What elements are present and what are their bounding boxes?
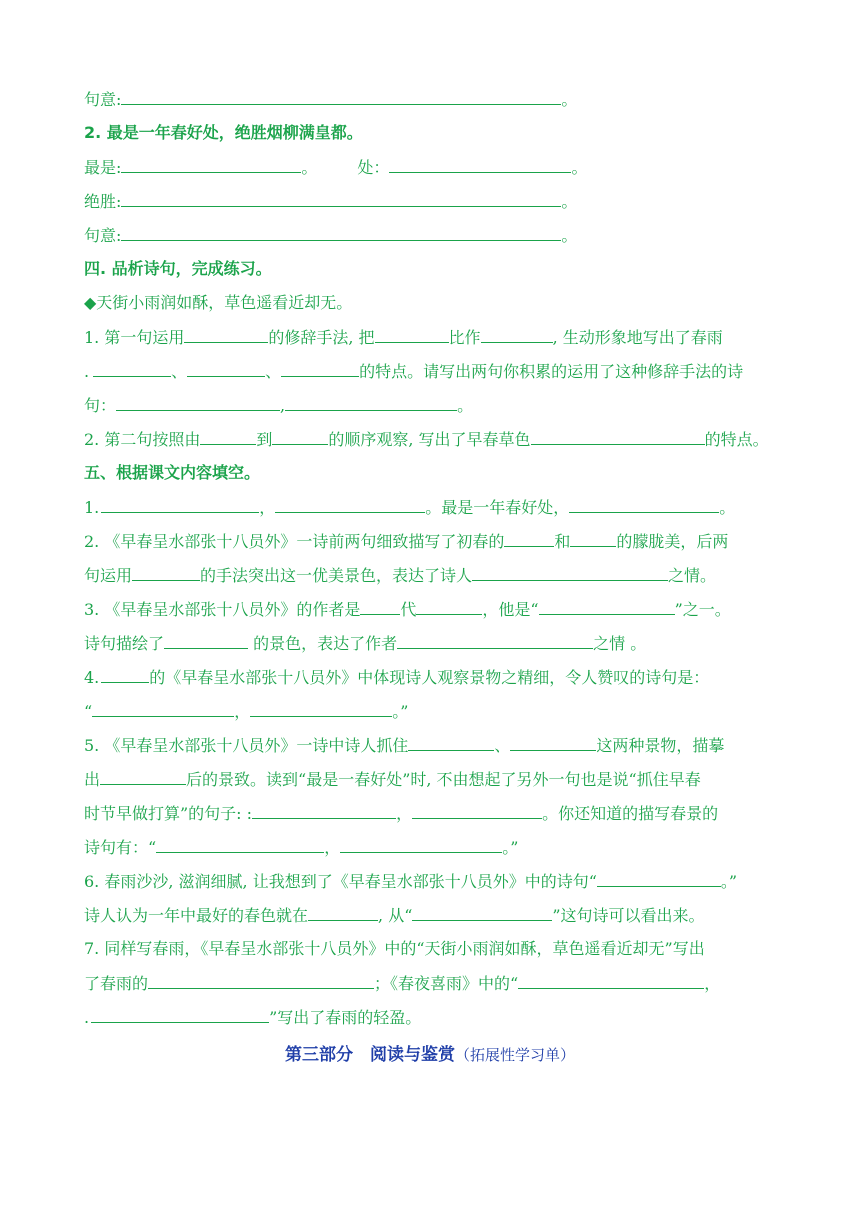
blank[interactable] (250, 700, 392, 717)
blank[interactable] (275, 496, 425, 513)
section-4-heading: 四. 品析诗句，完成练习。 (84, 259, 272, 278)
s5-q4-line-1: 4. 的《早春呈水部张十八员外》中体现诗人观察景物之精细，令人赞叹的诗句是： (84, 668, 710, 687)
blank[interactable] (116, 394, 280, 411)
blank[interactable] (375, 326, 449, 343)
blank[interactable] (397, 632, 593, 649)
part-3-title (0, 1044, 860, 1066)
s5-q5-line-1: 5. 《早春呈水部张十八员外》一诗中诗人抓住 、 这两种景物，描摹 (84, 736, 725, 755)
blank[interactable] (285, 394, 457, 411)
blank[interactable] (569, 496, 719, 513)
blank[interactable] (597, 870, 721, 887)
s5-q1-line: 1. ， 。最是一年春好处， 。 (84, 498, 736, 517)
blank[interactable] (504, 530, 554, 547)
part-3-title-sub: （拓展性学习单） (454, 1046, 575, 1064)
s5-q2-line-1: 2. 《早春呈水部张十八员外》一诗前两句细致描写了初春的 和 的朦胧美，后两 (84, 532, 729, 551)
blank[interactable] (132, 564, 200, 581)
s5-q5-line-4: 诗句有：“ ， 。” (84, 838, 519, 857)
blank[interactable] (570, 530, 616, 547)
blank[interactable] (91, 1006, 269, 1023)
s5-q3-line-1: 3. 《早春呈水部张十八员外》的作者是 代 ，他是“ ”之一。 (84, 600, 731, 619)
blank[interactable] (121, 88, 561, 105)
blank[interactable] (156, 836, 324, 853)
blank[interactable] (412, 904, 552, 921)
s5-q5-line-2: 出 后的景致。读到“最是一春好处”时, 不由想起了另外一句也是说“抓住早春 (84, 770, 701, 789)
blank[interactable] (272, 428, 328, 445)
blank[interactable] (187, 360, 265, 377)
juesheng-line: 绝胜: 。 (84, 192, 578, 211)
blank[interactable] (93, 360, 171, 377)
zuishi-line: 最是: 。 处： 。 (84, 158, 588, 177)
s5-q6-line-2: 诗人认为一年中最好的春色就在 , 从“ ”这句诗可以看出来。 (84, 906, 705, 925)
blank[interactable] (92, 700, 234, 717)
blank[interactable] (164, 632, 248, 649)
blank[interactable] (148, 972, 374, 989)
part-3-title-main: 第三部分 阅读与鉴赏 (284, 1045, 455, 1065)
blank[interactable] (281, 360, 359, 377)
blank[interactable] (100, 768, 186, 785)
q1-line-3: 句： , 。 (84, 396, 474, 415)
blank[interactable] (518, 972, 704, 989)
blank[interactable] (101, 666, 149, 683)
blank[interactable] (121, 224, 561, 241)
s5-q7-line-3: . ”写出了春雨的轻盈。 (84, 1008, 422, 1027)
sentence-meaning-line-2: 句意: 。 (84, 226, 578, 245)
s5-q4-line-2: “ ， 。” (84, 702, 409, 721)
sentence-meaning-line-1: 句意: 。 (84, 90, 578, 109)
question-2-heading: 2. 最是一年春好处，绝胜烟柳满皇都。 (84, 123, 363, 142)
blank[interactable] (416, 598, 482, 615)
s5-q7-line-2: 了春雨的 ；《春夜喜雨》中的“ ， (84, 974, 721, 993)
q2-line: 2. 第二句按照由 到 的顺序观察, 写出了早春草色 的特点。 (84, 430, 769, 449)
s5-q6-line-1: 6. 春雨沙沙, 滋润细腻, 让我想到了《早春呈水部张十八员外》中的诗句“ 。” (84, 872, 738, 891)
blank[interactable] (539, 598, 675, 615)
blank[interactable] (510, 734, 596, 751)
blank[interactable] (531, 428, 705, 445)
blank[interactable] (481, 326, 553, 343)
q1-line-2: . 、 、 的特点。请写出两句你积累的运用了这种修辞手法的诗 (84, 362, 744, 381)
blank[interactable] (252, 802, 396, 819)
blank[interactable] (412, 802, 542, 819)
s5-q3-line-2: 诗句描绘了 的景色，表达了作者 之情 。 (84, 634, 647, 653)
blank[interactable] (340, 836, 502, 853)
s5-q5-line-3: 时节早做打算”的句子: : ， 。你还知道的描写春景的 (84, 804, 719, 823)
blank[interactable] (101, 496, 259, 513)
s5-q2-line-2: 句运用 的手法突出这一优美景色，表达了诗人 之情。 (84, 566, 717, 585)
blank[interactable] (308, 904, 378, 921)
blank[interactable] (408, 734, 494, 751)
blank[interactable] (121, 156, 301, 173)
blank[interactable] (360, 598, 400, 615)
blank[interactable] (121, 190, 561, 207)
q1-line-1: 1. 第一句运用 的修辞手法, 把 比作 , 生动形象地写出了春雨 (84, 328, 723, 347)
blank[interactable] (200, 428, 256, 445)
s5-q7-line-1: 7. 同样写春雨，《早春呈水部张十八员外》中的“天街小雨润如酥，草色遥看近却无”写出 (84, 939, 705, 958)
blank[interactable] (472, 564, 668, 581)
blank[interactable] (389, 156, 571, 173)
blank[interactable] (184, 326, 268, 343)
poem-line: ◆天街小雨润如酥，草色遥看近却无。 (84, 293, 353, 312)
section-5-heading: 五、根据课文内容填空。 (84, 463, 261, 482)
